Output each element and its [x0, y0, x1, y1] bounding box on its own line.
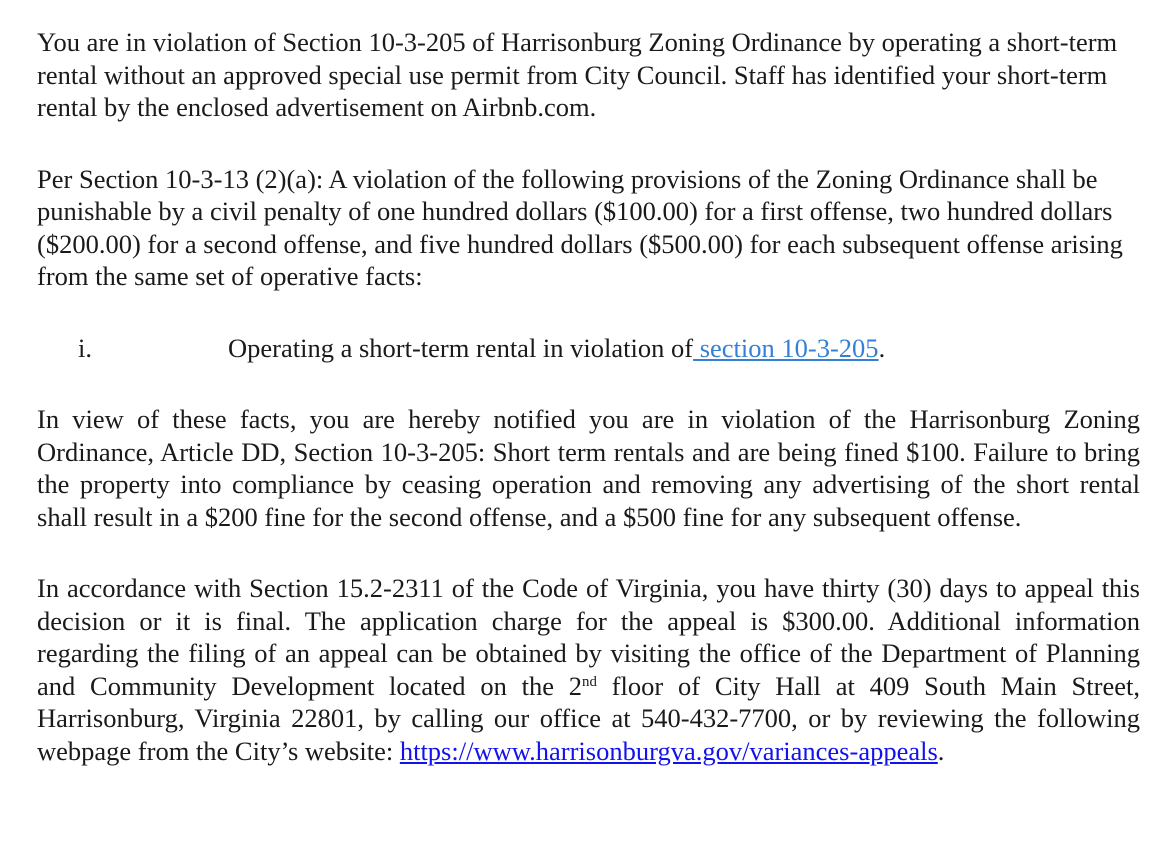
ordinal-superscript: nd [582, 673, 597, 690]
paragraph-notification-of-fine: In view of these facts, you are hereby notified you are in violation of the Harrisonburg Zoning Ordinance, Article DD, Section 10-3-205: Short term rentals and are being fined $100. Failure to bring the property into compliance by ceasing operation and removing any advertising of the short rental shall result in a $200 fine for the second offense, and a $500 fine for any subsequent offense. [37, 404, 1140, 532]
paragraph-violation-notice: You are in violation of Section 10-3-205 of Harrisonburg Zoning Ordinance by operating a short-term rental without an approved special use permit from City Council. Staff has identified your short-term rental by the enclosed advertisement on Airbnb.com. [37, 27, 1118, 122]
list-item-period: . [878, 332, 886, 363]
section-10-3-205-link[interactable]: section 10-3-205 [693, 332, 879, 363]
list-marker-roman-i: i. [78, 332, 92, 363]
list-item-text: Operating a short-term rental in violation of [228, 332, 694, 363]
paragraph-penalty-provision: Per Section 10-3-13 (2)(a): A violation of the following provisions of the Zoning Ordinance shall be punishable by a civil penalty of one hundred dollars ($100.00) for a first offense, two hundred dollars ($200.00) for a second offense, and five hundred dollars ($500.00) for each subsequent offense arising from the same set of operative facts: [37, 163, 1123, 291]
paragraph-appeal-information [37, 572, 1140, 767]
variances-appeals-url-link[interactable]: https://www.harrisonburgva.gov/variances-appeals [399, 735, 938, 766]
appeal-final-period: . [937, 735, 945, 766]
appeal-text-before-superscript: In accordance with Section 15.2-2311 of the Code of Virginia, you have thirty (30) days to appeal this decision or it is final. The application charge for the appeal is $300.00. Additional information regarding the filing of an appeal can be obtained by visiting the office of the Department of Planning and Community Development located on the 2 [37, 573, 1140, 701]
list-item-operating-violation [37, 332, 1140, 365]
appeal-text-after-superscript: floor of City Hall at 409 South Main Street, Harrisonburg, Virginia 22801, by calling our office at 540-432-7700, or by reviewing the following webpage from the City’s website: [37, 670, 1140, 766]
